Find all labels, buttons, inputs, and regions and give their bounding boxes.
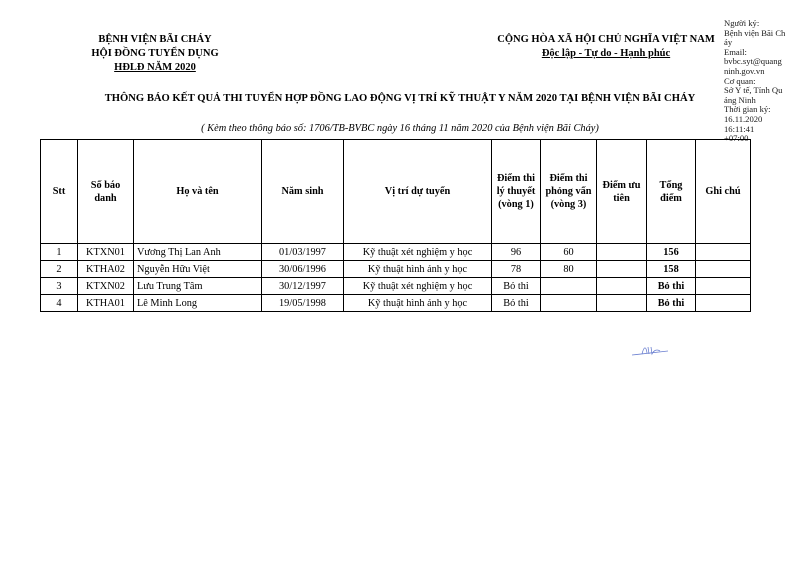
cell-stt: 2 bbox=[41, 261, 78, 278]
cell-priority bbox=[597, 261, 647, 278]
header-vi-tri: Vị trí dự tuyển bbox=[344, 140, 492, 244]
header-ho-ten: Họ và tên bbox=[134, 140, 262, 244]
cell-theory: Bỏ thi bbox=[492, 278, 541, 295]
national-motto: Độc lập - Tự do - Hạnh phúc bbox=[541, 48, 671, 59]
sign-timezone: +07:00 bbox=[724, 133, 749, 144]
cell-dob: 30/12/1997 bbox=[262, 278, 344, 295]
country-name: CỘNG HÒA XÃ HỘI CHỦ NGHĨA VIỆT NAM bbox=[497, 34, 715, 45]
cell-dob: 30/06/1996 bbox=[262, 261, 344, 278]
cell-total: Bỏ thi bbox=[647, 278, 696, 295]
cell-priority bbox=[597, 295, 647, 312]
cell-interview: 60 bbox=[541, 244, 597, 261]
table-row bbox=[41, 244, 751, 261]
cell-position: Kỹ thuật xét nghiệm y học bbox=[344, 278, 492, 295]
agency-value: Sở Y tế, Tỉnh Quảng Ninh bbox=[724, 85, 783, 105]
cell-name: Lưu Trung Tâm bbox=[134, 278, 262, 295]
cell-stt: 4 bbox=[41, 295, 78, 312]
cell-priority bbox=[597, 278, 647, 295]
cell-total: Bỏ thi bbox=[647, 295, 696, 312]
committee-year: HĐLĐ NĂM 2020 bbox=[114, 62, 196, 73]
document-subtitle: ( Kèm theo thông báo số: 1706/TB-BVBC ngày 16 tháng 11 năm 2020 của Bệnh viện Bãi Cháy) bbox=[201, 123, 599, 134]
cell-note bbox=[696, 295, 751, 312]
cell-interview bbox=[541, 295, 597, 312]
header-diem-uu-tien: Điểm ưu tiên bbox=[597, 140, 647, 244]
header-diem-phong-van: Điểm thi phỏng vấn (vòng 3) bbox=[541, 140, 597, 244]
cell-position: Kỹ thuật hình ảnh y học bbox=[344, 295, 492, 312]
table-row bbox=[41, 295, 751, 312]
cell-stt: 1 bbox=[41, 244, 78, 261]
time-label: Thời gian ký: bbox=[724, 104, 771, 115]
cell-note bbox=[696, 261, 751, 278]
hospital-name: BỆNH VIỆN BÃI CHÁY bbox=[98, 34, 212, 45]
cell-theory: 96 bbox=[492, 244, 541, 261]
committee-name: HỘI ĐỒNG TUYỂN DỤNG bbox=[91, 48, 219, 59]
table-header-row bbox=[41, 140, 751, 244]
table-row bbox=[41, 278, 751, 295]
cell-note bbox=[696, 278, 751, 295]
cell-dob: 19/05/1998 bbox=[262, 295, 344, 312]
stamp-line bbox=[632, 351, 668, 355]
header-ghi-chu: Ghi chú bbox=[696, 140, 751, 244]
agency-label: Cơ quan: bbox=[724, 75, 756, 86]
cell-name: Vương Thị Lan Anh bbox=[134, 244, 262, 261]
results-table bbox=[40, 139, 751, 312]
email-value: bvbc.syt@quangninh.gov.vn bbox=[724, 56, 782, 76]
cell-dob: 01/03/1997 bbox=[262, 244, 344, 261]
cell-total: 158 bbox=[647, 261, 696, 278]
cell-interview bbox=[541, 278, 597, 295]
header-nam-sinh: Năm sinh bbox=[262, 140, 344, 244]
sign-time: 16:11:41 bbox=[724, 123, 755, 134]
cell-sbd: KTXN01 bbox=[78, 244, 134, 261]
issuer-header bbox=[74, 33, 236, 75]
document-title: THÔNG BÁO KẾT QUẢ THI TUYỂN HỢP ĐỒNG LAO ĐỘNG VỊ TRÍ KỸ THUẬT Y NĂM 2020 TẠI BỆNH VIỆN BÃI CHÁY bbox=[104, 93, 696, 104]
cell-priority bbox=[597, 244, 647, 261]
cell-total: 156 bbox=[647, 244, 696, 261]
sign-date: 16.11.2020 bbox=[724, 113, 763, 124]
signer-label: Người ký: bbox=[724, 18, 760, 28]
cell-note bbox=[696, 244, 751, 261]
table-row bbox=[41, 261, 751, 278]
header-diem-ly-thuyet: Điểm thi lý thuyết (vòng 1) bbox=[492, 140, 541, 244]
email-label: Email: bbox=[724, 46, 747, 57]
signer-value: Bệnh viện Bãi Cháy bbox=[724, 27, 786, 48]
cell-name: Lê Minh Long bbox=[134, 295, 262, 312]
cell-position: Kỹ thuật xét nghiệm y học bbox=[344, 244, 492, 261]
header-so-bao-danh: Số báo danh bbox=[78, 140, 134, 244]
cell-theory: 78 bbox=[492, 261, 541, 278]
header-stt: Stt bbox=[41, 140, 78, 244]
cell-stt: 3 bbox=[41, 278, 78, 295]
header-tong-diem: Tổng điểm bbox=[647, 140, 696, 244]
cell-sbd: KTHA01 bbox=[78, 295, 134, 312]
cell-theory: Bỏ thi bbox=[492, 295, 541, 312]
digital-signature-stamp-icon bbox=[630, 342, 670, 358]
cell-position: Kỹ thuật hình ảnh y học bbox=[344, 261, 492, 278]
national-header bbox=[476, 33, 736, 61]
cell-name: Nguyễn Hữu Việt bbox=[134, 261, 262, 278]
cell-sbd: KTXN02 bbox=[78, 278, 134, 295]
cell-sbd: KTHA02 bbox=[78, 261, 134, 278]
cell-interview: 80 bbox=[541, 261, 597, 278]
